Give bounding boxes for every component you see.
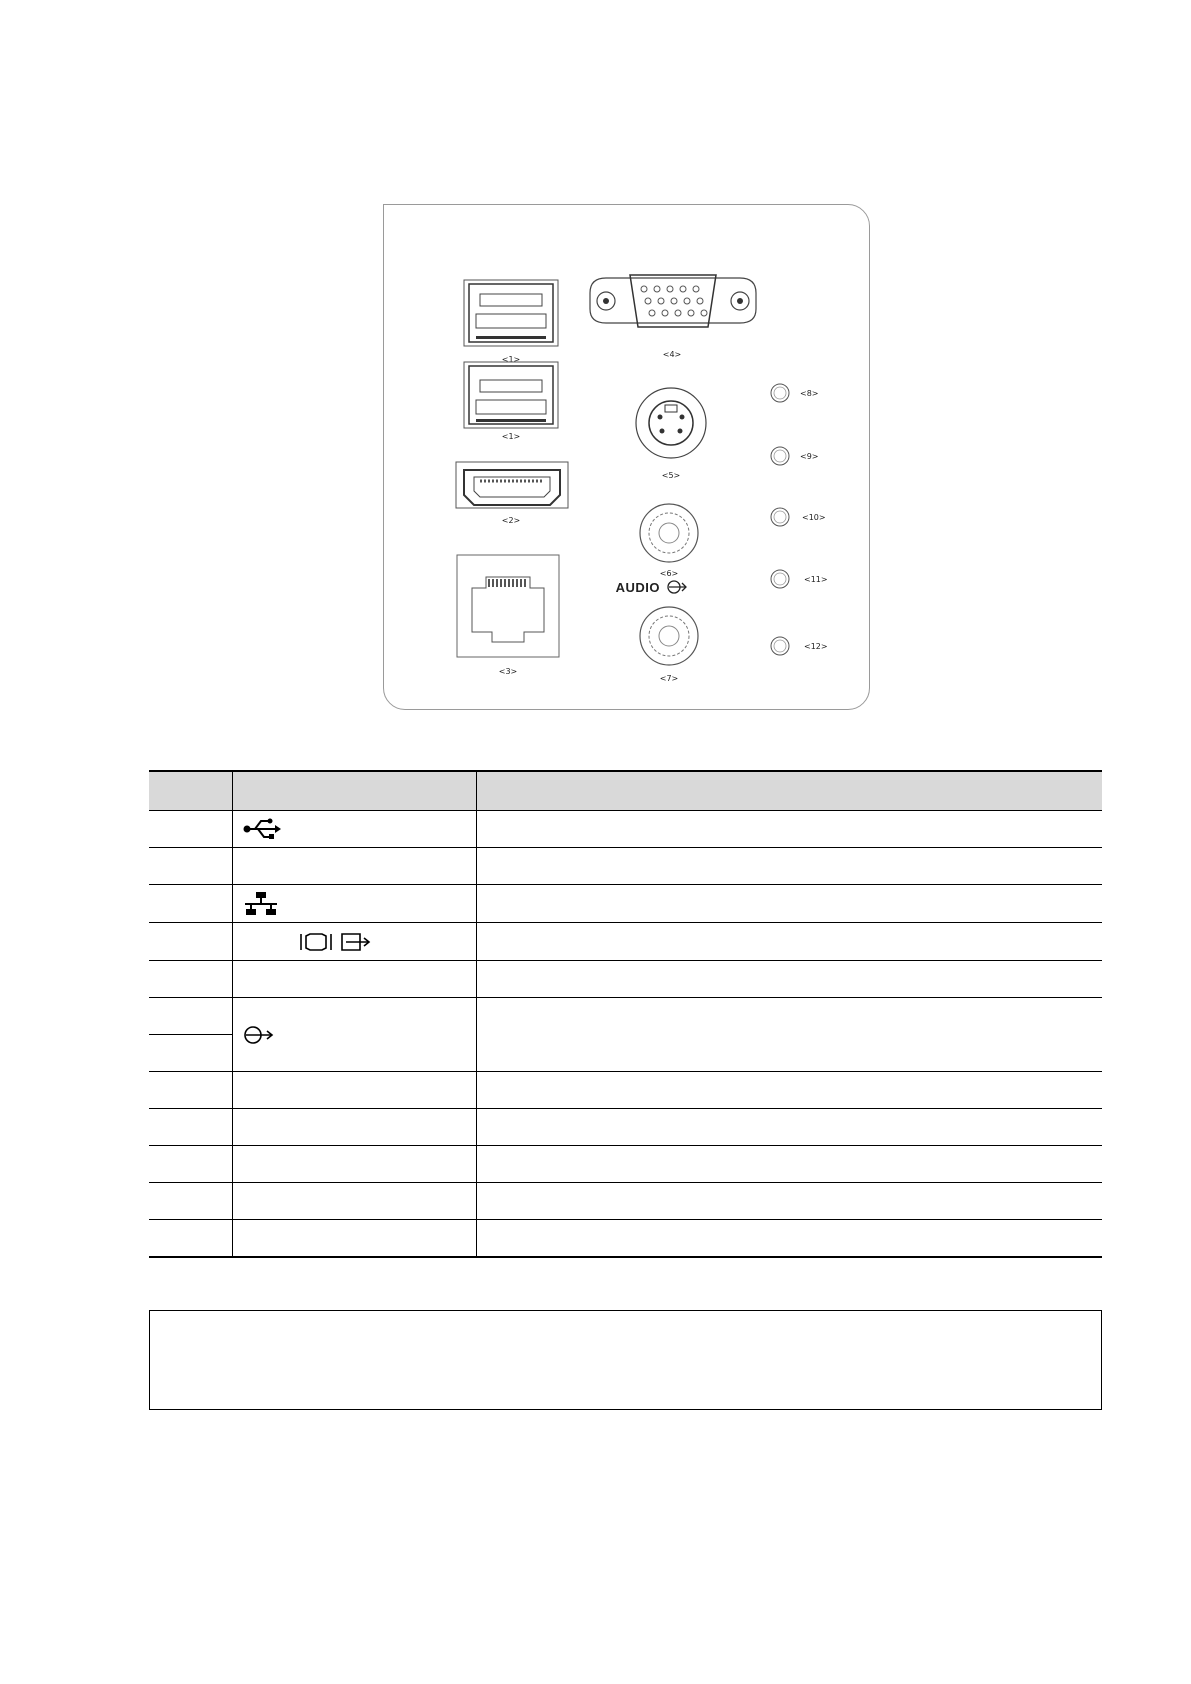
table-row	[149, 885, 1102, 923]
port-label-3: <3>	[498, 667, 518, 676]
table-row	[149, 1072, 1102, 1109]
row-function-cell	[476, 1109, 1102, 1146]
table-row	[149, 961, 1102, 998]
row-function-cell	[476, 961, 1102, 998]
table-row	[149, 1183, 1102, 1220]
row-symbol-cell	[232, 961, 476, 998]
row-no-cell	[149, 923, 232, 961]
audio-output-icon	[668, 581, 686, 593]
row-function-cell	[476, 1146, 1102, 1183]
header-symbol	[232, 771, 476, 811]
row-function-cell	[476, 885, 1102, 923]
row-symbol-cell	[232, 811, 476, 848]
port-label-12: <12>	[804, 642, 828, 651]
port-label-10: <10>	[802, 513, 826, 522]
row-symbol-cell	[232, 848, 476, 885]
audio-label: AUDIO	[615, 580, 660, 595]
hdmi-port-2	[456, 462, 568, 508]
table-row	[149, 848, 1102, 885]
port-label-1a: <1>	[501, 355, 521, 364]
svideo-port-5	[636, 388, 706, 458]
port-label-2: <2>	[501, 516, 521, 525]
row-symbol-cell	[232, 1183, 476, 1220]
header-no	[149, 771, 232, 811]
vga-monitor-icon	[298, 930, 334, 954]
audio-output-icon	[243, 1023, 277, 1047]
port-description-table	[149, 770, 1102, 1258]
row-no-cell	[149, 1072, 232, 1109]
row-no-cell	[149, 998, 232, 1035]
row-symbol-cell	[232, 1146, 476, 1183]
usb-port-1a	[464, 280, 558, 346]
row-no-cell	[149, 848, 232, 885]
table-row	[149, 1220, 1102, 1258]
rear-panel-drawing	[384, 205, 869, 709]
port-label-8: <8>	[800, 389, 819, 398]
row-function-cell	[476, 923, 1102, 961]
row-function-cell	[476, 998, 1102, 1072]
header-function	[476, 771, 1102, 811]
row-symbol-cell	[232, 998, 476, 1072]
table-row	[149, 811, 1102, 848]
jack-10	[771, 508, 789, 526]
usb-icon	[243, 817, 283, 841]
port-label-4: <4>	[662, 350, 682, 359]
row-no-cell	[149, 1220, 232, 1258]
row-no-cell	[149, 961, 232, 998]
vga-port-4	[590, 275, 756, 327]
row-function-cell	[476, 1220, 1102, 1258]
row-no-cell	[149, 1035, 232, 1072]
jack-9	[771, 447, 789, 465]
row-function-cell	[476, 848, 1102, 885]
port-label-11: <11>	[804, 575, 828, 584]
table-row	[149, 1109, 1102, 1146]
jack-8	[771, 384, 789, 402]
table-row	[149, 1146, 1102, 1183]
bnc-port-6	[640, 504, 698, 562]
row-symbol-cell	[232, 1220, 476, 1258]
bnc-port-7	[640, 607, 698, 665]
port-label-7: <7>	[659, 674, 679, 683]
jack-12	[771, 637, 789, 655]
port-label-5: <5>	[661, 471, 681, 480]
note-box	[149, 1310, 1102, 1410]
ethernet-port-3	[457, 555, 559, 657]
row-symbol-cell	[232, 923, 476, 961]
rear-panel-figure	[383, 204, 870, 710]
network-icon	[243, 891, 279, 917]
row-no-cell	[149, 885, 232, 923]
table-row	[149, 998, 1102, 1035]
row-no-cell	[149, 1146, 232, 1183]
row-function-cell	[476, 1183, 1102, 1220]
usb-port-1b	[464, 362, 558, 428]
row-symbol-cell	[232, 1072, 476, 1109]
row-symbol-cell	[232, 1109, 476, 1146]
row-symbol-cell	[232, 885, 476, 923]
row-no-cell	[149, 1183, 232, 1220]
row-function-cell	[476, 811, 1102, 848]
port-label-6: <6>	[659, 569, 679, 578]
row-no-cell	[149, 811, 232, 848]
jack-11	[771, 570, 789, 588]
table-row	[149, 923, 1102, 961]
table-header-row	[149, 771, 1102, 811]
video-output-icon	[338, 930, 372, 954]
port-label-9: <9>	[800, 452, 819, 461]
port-label-1b: <1>	[501, 432, 521, 441]
row-function-cell	[476, 1072, 1102, 1109]
row-no-cell	[149, 1109, 232, 1146]
